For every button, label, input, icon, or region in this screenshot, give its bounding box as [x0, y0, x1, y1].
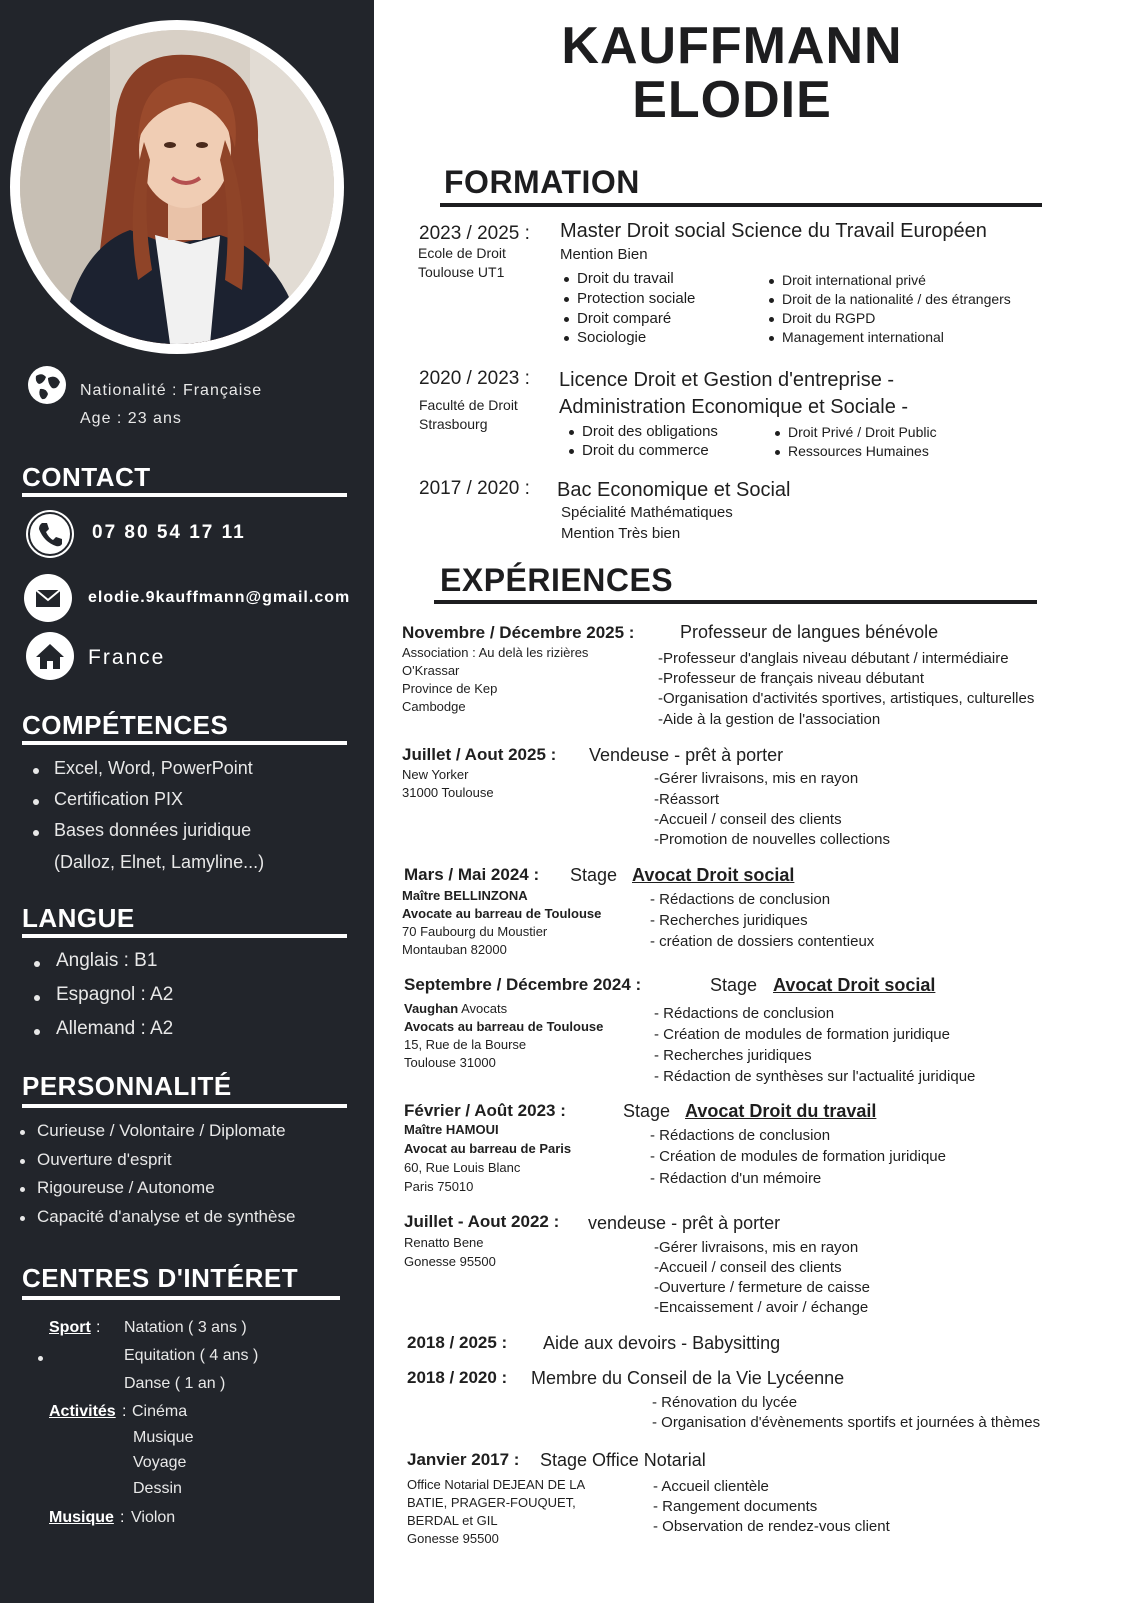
personnalite-item: Curieuse / Volontaire / Diplomate: [37, 1121, 286, 1140]
experience-task: - Création de modules de formation juridique: [654, 1026, 950, 1043]
experience-employer: Avocats au barreau de Toulouse: [404, 1019, 604, 1034]
experience-role-prefix: Stage: [623, 1101, 671, 1121]
bullet: [20, 1130, 25, 1135]
langue-divider: [22, 934, 347, 938]
experience-task: - Rangement documents: [653, 1498, 818, 1515]
langue-item: Anglais : B1: [56, 950, 158, 971]
competence-item: Bases données juridique: [54, 820, 252, 840]
personnalite-divider: [22, 1104, 347, 1108]
formation-subject: Droit Privé / Droit Public: [788, 424, 937, 440]
experience-role: Membre du Conseil de la Vie Lycéenne: [531, 1368, 845, 1388]
activite-item: Cinéma: [132, 1403, 188, 1420]
contact-heading: CONTACT: [22, 462, 151, 492]
contact-divider: [22, 493, 347, 497]
bullet: [34, 961, 40, 967]
experience-task: -Encaissement / avoir / échange: [654, 1299, 869, 1316]
formation-date: 2017 / 2020 :: [419, 478, 530, 499]
formation-school: Toulouse UT1: [418, 264, 505, 280]
nationality: Nationalité : Française: [80, 382, 263, 399]
formation-subject: Droit du commerce: [582, 442, 709, 459]
phone-number[interactable]: 07 80 54 17 11: [92, 522, 246, 543]
bullet: [34, 1029, 40, 1035]
experience-role: vendeuse - prêt à porter: [588, 1213, 781, 1233]
experience-employer: Province de Kep: [402, 681, 498, 696]
formation-school: Faculté de Droit: [419, 397, 518, 413]
interets-heading: CENTRES D'INTÉRET: [22, 1263, 299, 1293]
formation-divider: [440, 203, 1042, 207]
formation-subject: Droit des obligations: [582, 423, 718, 440]
experience-employer: Avocate au barreau de Toulouse: [402, 906, 602, 921]
last-name: KAUFFMANN: [561, 17, 903, 75]
phone-icon: [26, 510, 74, 558]
experience-date: Juillet / Aout 2025 :: [402, 745, 557, 764]
experience-task: -Ouverture / fermeture de caisse: [654, 1279, 870, 1296]
formation-detail: Spécialité Mathématiques: [561, 504, 733, 521]
bullet: [33, 830, 39, 836]
activite-item: Dessin: [133, 1480, 182, 1497]
formation-subject: Sociologie: [577, 329, 647, 346]
experience-task: -Réassort: [654, 791, 720, 808]
employer-suffix: Avocats: [458, 1001, 508, 1016]
first-name: ELODIE: [632, 71, 832, 129]
personnalite-item: Ouverture d'esprit: [37, 1150, 172, 1169]
bullet: [20, 1159, 25, 1164]
experience-employer: [404, 1001, 507, 1016]
experience-task: - Organisation d'évènements sportifs et journées à thèmes: [652, 1414, 1041, 1431]
experience-task: - Recherches juridiques: [650, 912, 808, 929]
experience-employer: Toulouse 31000: [404, 1055, 496, 1070]
experience-task: -Gérer livraisons, mis en rayon: [654, 1239, 859, 1256]
experience-task: -Professeur d'anglais niveau débutant / intermédiaire: [658, 650, 1009, 667]
bullet: [38, 1356, 43, 1361]
experience-task: -Accueil / conseil des clients: [654, 1259, 842, 1276]
competences-divider: [22, 741, 347, 745]
experience-task: -Organisation d'activités sportives, artistiques, culturelles: [658, 690, 1035, 707]
experience-task: - Rénovation du lycée: [652, 1394, 798, 1411]
bullet: [20, 1187, 25, 1192]
bullet: [33, 768, 39, 774]
experience-date: Mars / Mai 2024 :: [404, 865, 540, 884]
experience-task: - Accueil clientèle: [653, 1478, 769, 1495]
experience-role: Avocat Droit social: [773, 975, 936, 995]
experience-employer: 15, Rue de la Bourse: [404, 1037, 527, 1052]
sport-label: Sport: [49, 1319, 91, 1336]
experience-date: Novembre / Décembre 2025 :: [402, 623, 635, 642]
bullet: [20, 1216, 25, 1221]
label-colon: :: [122, 1403, 127, 1420]
experience-task: - Rédactions de conclusion: [650, 1127, 831, 1144]
experience-date: Février / Août 2023 :: [404, 1101, 566, 1120]
experience-employer: Montauban 82000: [402, 942, 507, 957]
experience-role-prefix: Stage: [710, 975, 758, 995]
formation-subject: Droit du RGPD: [782, 310, 876, 326]
competence-item: (Dalloz, Elnet, Lamyline...): [54, 852, 265, 872]
experience-employer: O'Krassar: [402, 663, 460, 678]
mail-icon: [24, 574, 72, 622]
experience-date: 2018 / 2025 :: [407, 1333, 508, 1352]
sport-item: Danse ( 1 an ): [124, 1375, 226, 1392]
formation-subject: Droit du travail: [577, 270, 674, 287]
formation-heading: FORMATION: [444, 164, 640, 200]
formation-subject: Droit comparé: [577, 310, 672, 327]
formation-subject: Management international: [782, 329, 944, 345]
langue-heading: LANGUE: [22, 903, 135, 933]
experience-task: -Accueil / conseil des clients: [654, 811, 842, 828]
experience-employer: 31000 Toulouse: [402, 785, 494, 800]
age: Age : 23 ans: [80, 410, 182, 427]
bullet: [33, 799, 39, 805]
location: France: [88, 646, 166, 669]
experience-role: Stage Office Notarial: [540, 1450, 706, 1470]
experience-date: Janvier 2017 :: [407, 1450, 520, 1469]
langue-item: Allemand : A2: [56, 1018, 174, 1039]
experience-task: - Rédaction d'un mémoire: [650, 1170, 822, 1187]
experience-employer: Gonesse 95500: [404, 1254, 496, 1269]
competences-heading: COMPÉTENCES: [22, 710, 229, 740]
home-icon: [26, 632, 74, 680]
experience-date: Septembre / Décembre 2024 :: [404, 975, 642, 994]
personnalite-item: Rigoureuse / Autonome: [37, 1178, 215, 1197]
experience-employer: BERDAL et GIL: [407, 1513, 498, 1528]
experience-employer: Gonesse 95500: [407, 1531, 499, 1546]
competence-item: Excel, Word, PowerPoint: [54, 758, 253, 778]
experience-employer: BATIE, PRAGER-FOUQUET,: [407, 1495, 576, 1510]
experience-role: Avocat Droit social: [632, 865, 795, 885]
sport-item: Equitation ( 4 ans ): [124, 1347, 259, 1364]
experience-task: -Promotion de nouvelles collections: [654, 831, 890, 848]
experience-employer: New Yorker: [402, 767, 469, 782]
experience-task: - Rédaction de synthèses sur l'actualité juridique: [654, 1068, 976, 1085]
experience-employer: Renatto Bene: [404, 1235, 484, 1250]
email-address[interactable]: elodie.9kauffmann@gmail.com: [88, 589, 351, 606]
bullet: [34, 995, 40, 1001]
experience-task: - création de dossiers contentieux: [650, 933, 875, 950]
formation-subject: Droit de la nationalité / des étrangers: [782, 291, 1011, 307]
experience-task: - Recherches juridiques: [654, 1047, 812, 1064]
formation-subject: Droit international privé: [782, 272, 926, 288]
experience-task: -Aide à la gestion de l'association: [658, 711, 881, 728]
globe-icon: [26, 364, 68, 406]
experience-role: Aide aux devoirs - Babysitting: [543, 1333, 781, 1353]
formation-subject: Protection sociale: [577, 290, 696, 307]
experience-task: -Gérer livraisons, mis en rayon: [654, 770, 859, 787]
experiences-heading: EXPÉRIENCES: [440, 562, 674, 598]
experience-date: Juillet - Aout 2022 :: [404, 1212, 560, 1231]
experience-role: Avocat Droit du travail: [685, 1101, 877, 1121]
formation-school: Ecole de Droit: [418, 245, 506, 261]
interets-divider: [22, 1296, 340, 1300]
langue-item: Espagnol : A2: [56, 984, 174, 1005]
experience-employer: Paris 75010: [404, 1179, 474, 1194]
personnalite-item: Capacité d'analyse et de synthèse: [37, 1207, 296, 1226]
experience-employer: Avocat au barreau de Paris: [404, 1141, 572, 1156]
experience-task: - Observation de rendez-vous client: [653, 1518, 890, 1535]
formation-title: Licence Droit et Gestion d'entreprise -: [559, 369, 895, 391]
experience-employer: Office Notarial DEJEAN DE LA: [407, 1477, 586, 1492]
formation-date: 2023 / 2025 :: [419, 223, 530, 244]
sidebar: [0, 0, 374, 1603]
label-colon: :: [96, 1319, 101, 1336]
label-colon: :: [120, 1509, 125, 1526]
experience-employer: Maître HAMOUI: [404, 1122, 499, 1137]
formation-mention: Mention Bien: [560, 246, 648, 263]
competence-item: Certification PIX: [54, 789, 184, 809]
formation-title: Master Droit social Science du Travail Européen: [560, 220, 987, 242]
sport-item: Natation ( 3 ans ): [124, 1319, 247, 1336]
formation-school: Strasbourg: [419, 416, 488, 432]
experience-employer: Association : Au delà les rizières: [402, 645, 589, 660]
experience-employer: 60, Rue Louis Blanc: [404, 1160, 521, 1175]
experience-role: Professeur de langues bénévole: [680, 622, 939, 642]
employer-name: Vaughan: [404, 1001, 459, 1016]
experience-role: Vendeuse - prêt à porter: [589, 745, 784, 765]
experience-employer: Maître BELLINZONA: [402, 888, 528, 903]
formation-subject: Ressources Humaines: [788, 443, 929, 459]
experience-task: - Rédactions de conclusion: [654, 1005, 835, 1022]
formation-date: 2020 / 2023 :: [419, 368, 530, 389]
activite-item: Musique: [133, 1429, 194, 1446]
musique-label: Musique: [49, 1509, 114, 1526]
activite-item: Voyage: [133, 1454, 187, 1471]
experience-employer: Cambodge: [402, 699, 466, 714]
activites-label: Activités: [49, 1403, 116, 1420]
formation-title: Bac Economique et Social: [557, 479, 791, 501]
experiences-divider: [434, 600, 1037, 604]
main-content: [374, 0, 1128, 1603]
experience-role-prefix: Stage: [570, 865, 618, 885]
musique-item: Violon: [131, 1509, 176, 1526]
personnalite-heading: PERSONNALITÉ: [22, 1071, 232, 1101]
formation-title: Administration Economique et Sociale -: [559, 396, 909, 418]
experience-task: - Rédactions de conclusion: [650, 891, 831, 908]
formation-detail: Mention Très bien: [561, 525, 681, 542]
experience-task: -Professeur de français niveau débutant: [658, 670, 924, 687]
experience-date: 2018 / 2020 :: [407, 1368, 508, 1387]
profile-photo: [20, 30, 334, 344]
experience-employer: 70 Faubourg du Moustier: [402, 924, 548, 939]
experience-task: - Création de modules de formation juridique: [650, 1148, 946, 1165]
